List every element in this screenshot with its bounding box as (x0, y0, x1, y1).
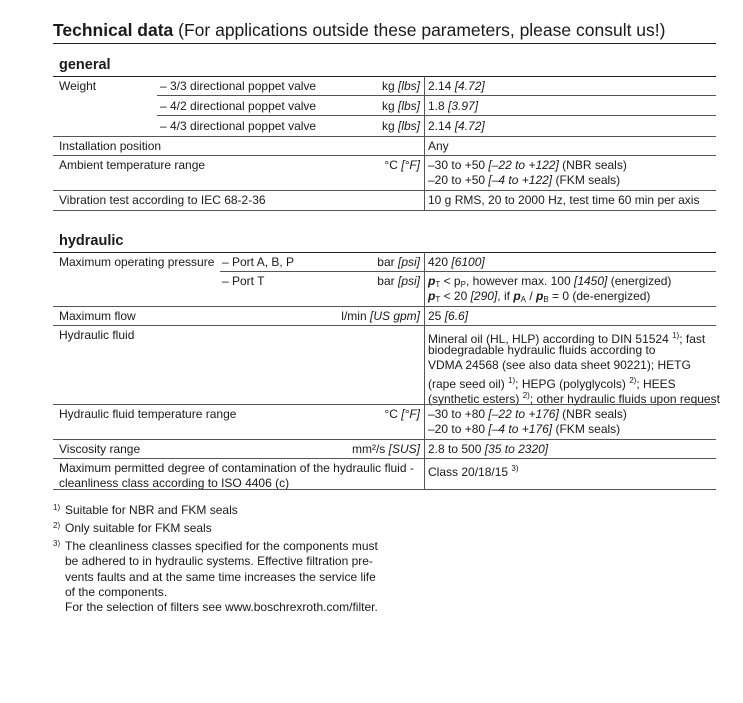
row-rule (53, 439, 716, 440)
footnote-2: 2) Only suitable for FKM seals (53, 521, 212, 535)
viscosity-value: 2.8 to 500 [35 to 2320] (428, 442, 549, 456)
weight-value: 1.8 [3.97] (428, 99, 479, 113)
contamination-value: Class 20/18/15 $^{3)}$ (428, 464, 519, 479)
pressure-t-deenergized: $p_T < 20$ [290], if $p_A / p_B = 0$ (de-energized) (428, 289, 651, 304)
pressure-port-t: – Port T (222, 274, 265, 288)
title-rule (53, 43, 716, 44)
ambient-value-fkm: –20 to +50 [–4 to +122] (FKM seals) (428, 173, 621, 187)
hydraulic-column-divider (424, 252, 425, 489)
row-rule (53, 325, 716, 326)
fluid-temp-value-fkm: –20 to +80 [–4 to +176] (FKM seals) (428, 422, 621, 436)
fluid-value-line-4: (rape seed oil) $^{1)}$; HEPG (polyglycols) $^{2)}$; HEES (428, 376, 676, 391)
row-rule (220, 271, 716, 272)
weight-value: 2.14 [4.72] (428, 79, 485, 93)
pressure-label: Maximum operating pressure (59, 255, 215, 269)
ambient-label: Ambient temperature range (59, 158, 206, 172)
pressure-unit: bar [psi] (377, 255, 420, 269)
weight-desc-4-2: – 4/2 directional poppet valve (160, 99, 317, 113)
fluid-temp-unit: °C [°F] (384, 407, 420, 421)
row-rule (53, 458, 716, 459)
weight-unit: kg [lbs] (381, 99, 420, 113)
pressure-port-abp: – Port A, B, P (222, 255, 295, 269)
hydraulic-end-rule (53, 489, 716, 490)
weight-desc-4-3: – 4/3 directional poppet valve (160, 119, 317, 133)
pressure-value: 420 [6100] (428, 255, 485, 269)
footnote-1: 1) Suitable for NBR and FKM seals (53, 503, 238, 517)
row-rule (53, 404, 716, 405)
flow-value: 25 [6.6] (428, 309, 469, 323)
page-title: Technical data (For applications outside these parameters, please consult us!) (53, 20, 666, 40)
viscosity-unit: mm²/s [SUS] (351, 442, 420, 456)
row-rule (157, 115, 716, 116)
general-heading: general (59, 57, 111, 73)
weight-value: 2.14 [4.72] (428, 119, 485, 133)
pressure-unit: bar [psi] (377, 274, 420, 288)
installation-value: Any (428, 139, 449, 153)
weight-desc-3-3: – 3/3 directional poppet valve (160, 79, 317, 93)
flow-label: Maximum flow (59, 309, 136, 323)
ambient-unit: °C [°F] (384, 158, 420, 172)
installation-label: Installation position (59, 139, 162, 153)
fluid-label: Hydraulic fluid (59, 328, 135, 342)
row-rule (53, 190, 716, 191)
vibration-label: Vibration test according to IEC 68-2-36 (59, 193, 266, 207)
general-rule (53, 76, 716, 77)
fluid-value-line-3: VDMA 24568 (see also data sheet 90221); HETG (428, 358, 691, 372)
contamination-label-line-1: Maximum permitted degree of contamination of the hydraulic fluid - (59, 461, 414, 475)
row-rule (53, 155, 716, 156)
fluid-temp-label: Hydraulic fluid temperature range (59, 407, 237, 421)
fluid-value-line-2: biodegradable hydraulic fluids according to (428, 343, 656, 357)
hydraulic-heading: hydraulic (59, 233, 124, 249)
weight-unit: kg [lbs] (381, 79, 420, 93)
row-rule (157, 95, 716, 96)
fluid-value-line-1: Mineral oil (HL, HLP) according to DIN 51524 $^{1)}$; fast (428, 331, 706, 346)
weight-label: Weight (59, 79, 97, 93)
general-end-rule (53, 210, 716, 211)
ambient-value-nbr: –30 to +50 [–22 to +122] (NBR seals) (428, 158, 627, 172)
pressure-t-energized: $p_T < p_P$, however max. 100 [1450] (energized) (428, 274, 672, 289)
fluid-value-line-5: (synthetic esters) $^{2)}$; other hydraulic fluids upon request (428, 391, 720, 406)
hydraulic-rule (53, 252, 716, 253)
contamination-label-line-2: cleanliness class according to ISO 4406 (c) (59, 476, 290, 490)
viscosity-label: Viscosity range (59, 442, 141, 456)
flow-unit: l/min [US gpm] (341, 309, 420, 323)
footnote-3: 3) The cleanliness classes specified for the components must be adhered to in hydraulic systems. Effective filtration pre- vents faults and at the same time increases the service life of the components. For the selection of filters see www.boschrexroth.com/filter. (53, 539, 378, 615)
vibration-value: 10 g RMS, 20 to 2000 Hz, test time 60 min per axis (428, 193, 700, 207)
fluid-temp-value-nbr: –30 to +80 [–22 to +176] (NBR seals) (428, 407, 627, 421)
row-rule (53, 136, 716, 137)
weight-unit: kg [lbs] (381, 119, 420, 133)
row-rule (53, 306, 716, 307)
